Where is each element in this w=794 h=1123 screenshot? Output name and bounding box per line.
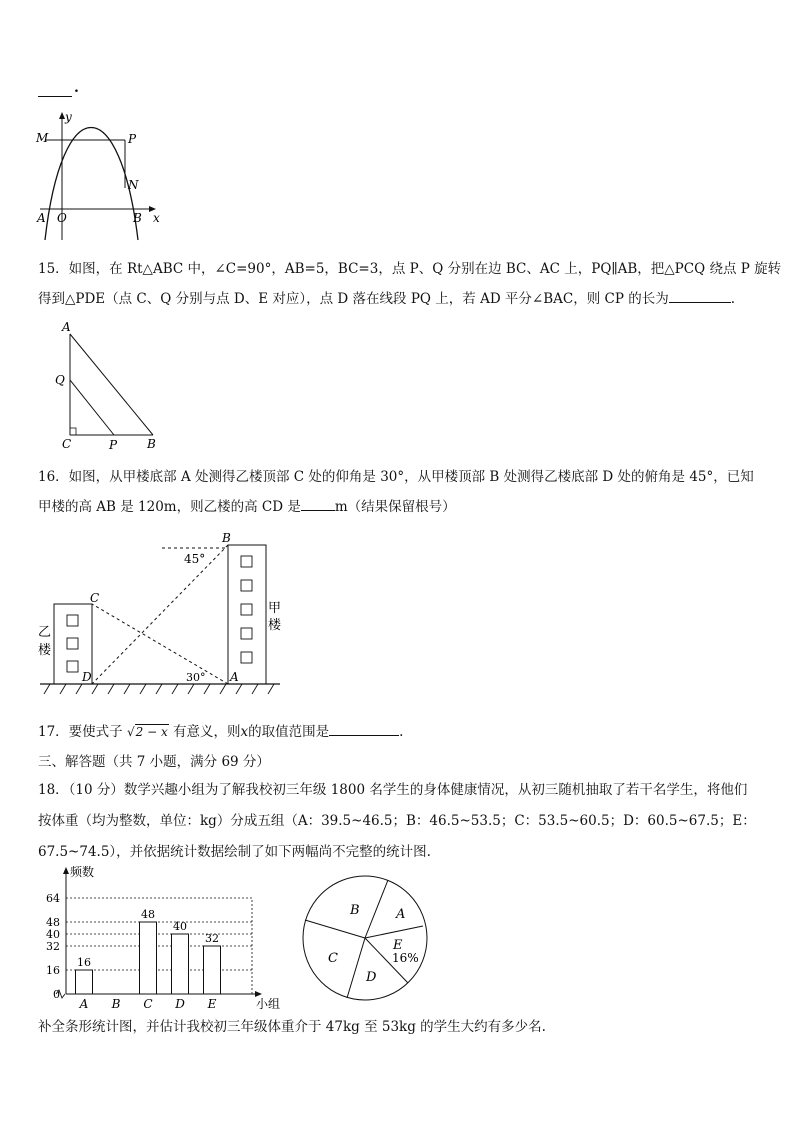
pie-chart <box>300 868 430 1004</box>
label-y: y <box>65 110 72 124</box>
bar-value-label: 32 <box>205 932 219 945</box>
bar-c <box>140 922 157 994</box>
pie-label-c: C <box>328 951 338 966</box>
label-45deg: 45° <box>184 552 206 566</box>
window-icon <box>67 661 78 672</box>
q15-line1: 15．如图，在 Rt△ABC 中，∠C=90°，AB=5，BC=3，点 P、Q 分别在边 BC、AC 上，PQ∥AB，把△PCQ 绕点 P 旋转 <box>38 261 782 277</box>
pie-label-b: B <box>350 903 360 918</box>
label-q: Q <box>55 373 65 387</box>
sight-line-bd <box>92 545 228 684</box>
window-icon <box>67 615 78 626</box>
ground-hatching <box>44 684 274 694</box>
sqrt-expression: √2 − x <box>126 725 168 739</box>
bar-x-tick-label: E <box>207 997 217 1011</box>
bar-chart <box>36 864 298 1014</box>
segment-pq <box>70 380 114 435</box>
bar-x-tick-label: C <box>143 997 153 1011</box>
pie-divider-cb <box>305 920 365 938</box>
label-c: C <box>90 591 100 605</box>
bar-x-tick-label: A <box>79 997 89 1011</box>
section-3-title: 三、解答题（共 7 小题，满分 69 分） <box>38 754 270 770</box>
bar-y-arrow <box>63 867 69 874</box>
bar-y-tick-label: 64 <box>46 892 60 905</box>
label-jia-1: 甲 <box>268 601 282 616</box>
q16-line2: 甲楼的高 AB 是 120m，则乙楼的高 CD 是 m（结果保留根号） <box>38 491 760 523</box>
bar-y-label: 频数 <box>70 865 95 879</box>
q16-figure <box>36 526 286 704</box>
window-icon <box>241 652 252 663</box>
q18-line1: 18．（10 分）数学兴趣小组为了解我校初三年级 1800 名学生的身体健康情况，从初三随机抽取了若干名学生，将他们 <box>38 782 748 798</box>
pie-divider-dc <box>347 938 365 998</box>
pie-divider-ae <box>365 926 423 938</box>
bar-x-tick-label: D <box>175 997 185 1011</box>
q18-line3: 67.5~74.5），并依据统计数据绘制了如下两幅尚不完整的统计图. <box>38 844 431 860</box>
bar-value-label: 16 <box>77 956 91 969</box>
bar-value-label: 48 <box>141 908 155 921</box>
pie-label-e: E <box>393 938 403 953</box>
bar-value-label: 40 <box>173 920 187 933</box>
bar-e <box>204 946 221 994</box>
window-icon <box>241 628 252 639</box>
pie-divider-ab <box>365 880 388 938</box>
sqrt-sign-icon: √ <box>126 725 135 739</box>
label-b: B <box>147 437 156 451</box>
q15-figure <box>48 318 178 454</box>
q18-line2: 按体重（均为整数，单位：kg）分成五组（A：39.5~46.5；B：46.5~53.5；C：53.5~60.5；D：60.5~67.5；E： <box>38 813 756 829</box>
label-o: O <box>57 211 67 225</box>
label-30deg: 30° <box>186 671 206 684</box>
right-angle-mark <box>70 428 76 435</box>
q14-answer-blank <box>38 86 72 97</box>
sight-line-ac <box>92 604 228 684</box>
label-a: A <box>230 670 239 684</box>
bar-a <box>76 970 93 994</box>
bar-y-tick-label: 16 <box>46 964 60 977</box>
q16-line1: 16．如图，从甲楼底部 A 处测得乙楼顶部 C 处的仰角是 30°，从甲楼顶部 B 处测得乙楼底部 D 处的俯角是 45°，已知 <box>38 469 754 485</box>
label-d: D <box>82 670 92 684</box>
side-ab <box>70 334 153 435</box>
q18-line4: 补全条形统计图，并估计我校初三年级体重介于 47kg 至 53kg 的学生大约有多少名. <box>38 1019 546 1035</box>
pie-label-a: A <box>396 907 406 922</box>
q15-line2: 得到△PDE（点 C、Q 分别与点 D、E 对应），点 D 落在线段 PQ 上，若 AD 平分∠BAC，则 CP 的长为 . <box>38 283 760 315</box>
q17-line: 17．要使式子 √2 − x 有意义，则x的取值范围是 . <box>38 716 760 748</box>
label-a: A <box>37 211 46 225</box>
pie-label-d: D <box>366 970 377 985</box>
q15-answer-blank <box>669 288 731 303</box>
label-a: A <box>62 320 71 334</box>
bar-x-label: 小组 <box>256 997 281 1011</box>
q17-answer-blank <box>329 721 399 736</box>
label-b: B <box>222 531 231 545</box>
label-p: P <box>109 438 118 452</box>
label-p: P <box>128 132 137 146</box>
label-m: M <box>36 131 49 145</box>
label-yi-1: 乙 <box>38 625 52 640</box>
bar-y-tick-label: 0 <box>53 988 60 1001</box>
label-jia-2: 楼 <box>268 618 282 633</box>
label-n: N <box>128 178 139 192</box>
bar-y-tick-label: 40 <box>46 928 60 941</box>
pie-label-e-percent: 16% <box>392 951 419 965</box>
window-icon <box>241 580 252 591</box>
q14-tail: . <box>74 80 79 96</box>
q16-answer-blank <box>301 496 335 511</box>
window-icon <box>241 604 252 615</box>
label-b: B <box>133 211 142 225</box>
window-icon <box>241 556 252 567</box>
bar-x-tick-label: B <box>111 997 121 1011</box>
bar-d <box>172 934 189 994</box>
window-icon <box>67 638 78 649</box>
q14-figure <box>32 110 172 242</box>
label-x: x <box>153 211 160 225</box>
label-yi-2: 楼 <box>38 643 52 658</box>
bar-y-tick-label: 32 <box>46 940 60 953</box>
label-c: C <box>62 437 72 451</box>
bar-y-tick-label: 48 <box>46 916 60 929</box>
